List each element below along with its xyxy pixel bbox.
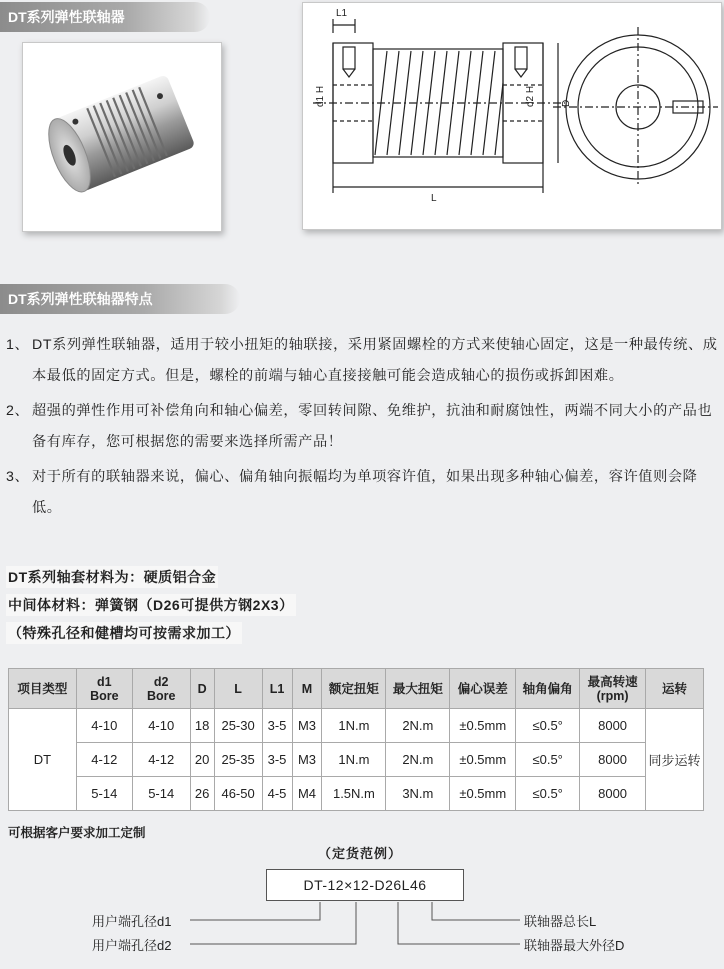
cell-M: M3 [292,709,322,743]
col-header-d1: d1 Bore [76,669,132,709]
cell-speed: 8000 [580,743,646,777]
cell-run: 同步运转 [646,709,704,811]
feature-text: 超强的弹性作用可补偿角向和轴心偏差，零回转间隙、免维护，抗油和耐腐蚀性，两端不同大小的产品也备有库存，您可根据您的需要来选择所需产品！ [32,403,713,450]
cell-L: 25-35 [214,743,262,777]
callout-D: 联轴器最大外径D [524,938,625,953]
col-header-ang-dev: 轴角偏角 [516,669,580,709]
custom-note: 可根据客户要求加工定制 [8,826,146,840]
col-header-run: 运转 [646,669,704,709]
cell-d1: 4-12 [76,743,132,777]
col-header-L: L [214,669,262,709]
col-header-type: 项目类型 [9,669,77,709]
col-header-speed: 最高转速 (rpm) [580,669,646,709]
cell-L1: 3-5 [262,709,292,743]
material-middle: 中间体材料：弹簧钢（D26可提供方钢2X3） [6,594,296,616]
drawing-label-d1: d1 H [315,85,326,107]
col-header-max-torque: 最大扭矩 [386,669,450,709]
cell-D: 18 [190,709,214,743]
cell-type: DT [9,709,77,811]
cell-D: 20 [190,743,214,777]
col-header-d2: d2 Bore [132,669,190,709]
cell-d2: 5-14 [132,777,190,811]
cell-ang: ≤0.5° [516,709,580,743]
cell-rated: 1.5N.m [322,777,386,811]
col-header-L1: L1 [262,669,292,709]
cell-L: 46-50 [214,777,262,811]
cell-ecc: ±0.5mm [450,777,516,811]
callout-d1: 用户端孔径d1 [92,914,172,929]
cell-ang: ≤0.5° [516,777,580,811]
callout-d2: 用户端孔径d2 [92,938,172,953]
drawing-label-D: D [561,99,572,107]
cell-max: 2N.m [386,743,450,777]
col-header-ecc-error: 偏心误差 [450,669,516,709]
cell-max: 3N.m [386,777,450,811]
feature-number: 2、 [6,403,30,419]
feature-number: 3、 [6,469,30,485]
cell-max: 2N.m [386,709,450,743]
cell-ang: ≤0.5° [516,743,580,777]
section-title: DT系列弹性联轴器 [8,9,125,25]
material-sleeve: DT系列轴套材料为：硬质铝合金 [6,566,218,588]
order-example-title: （定货范例） [318,846,403,861]
col-header-rated-torque: 额定扭矩 [322,669,386,709]
cell-speed: 8000 [580,777,646,811]
cell-d2: 4-12 [132,743,190,777]
callout-L: 联轴器总长L [524,914,597,929]
cell-rated: 1N.m [322,709,386,743]
cell-d1: 4-10 [76,709,132,743]
cell-M: M4 [292,777,322,811]
feature-number: 1、 [6,337,30,353]
cell-speed: 8000 [580,709,646,743]
features-title: DT系列弹性联轴器特点 [8,291,153,307]
order-example-code: DT-12×12-D26L46 [266,869,464,901]
cell-L: 25-30 [214,709,262,743]
feature-text: DT系列弹性联轴器，适用于较小扭矩的轴联接，采用紧固螺栓的方式来使轴心固定，这是一种最传统、成本最低的固定方式。但是，螺栓的前端与轴心直接接触可能会造成轴心的损伤或拆卸困难。 [32,337,718,384]
feature-text: 对于所有的联轴器来说，偏心、偏角轴向振幅均为单项容许值，如果出现多种轴心偏差，容许值则会降低。 [32,469,698,516]
cell-ecc: ±0.5mm [450,743,516,777]
col-header-M: M [292,669,322,709]
drawing-label-L1: L1 [336,8,348,19]
cell-D: 26 [190,777,214,811]
cell-L1: 3-5 [262,743,292,777]
cell-rated: 1N.m [322,743,386,777]
drawing-label-L: L [431,193,437,204]
material-note: （特殊孔径和健槽均可按需求加工） [6,622,242,644]
cell-d1: 5-14 [76,777,132,811]
cell-ecc: ±0.5mm [450,709,516,743]
col-header-D: D [190,669,214,709]
cell-L1: 4-5 [262,777,292,811]
cell-d2: 4-10 [132,709,190,743]
cell-M: M3 [292,743,322,777]
drawing-label-d2: d2 H [525,85,536,107]
